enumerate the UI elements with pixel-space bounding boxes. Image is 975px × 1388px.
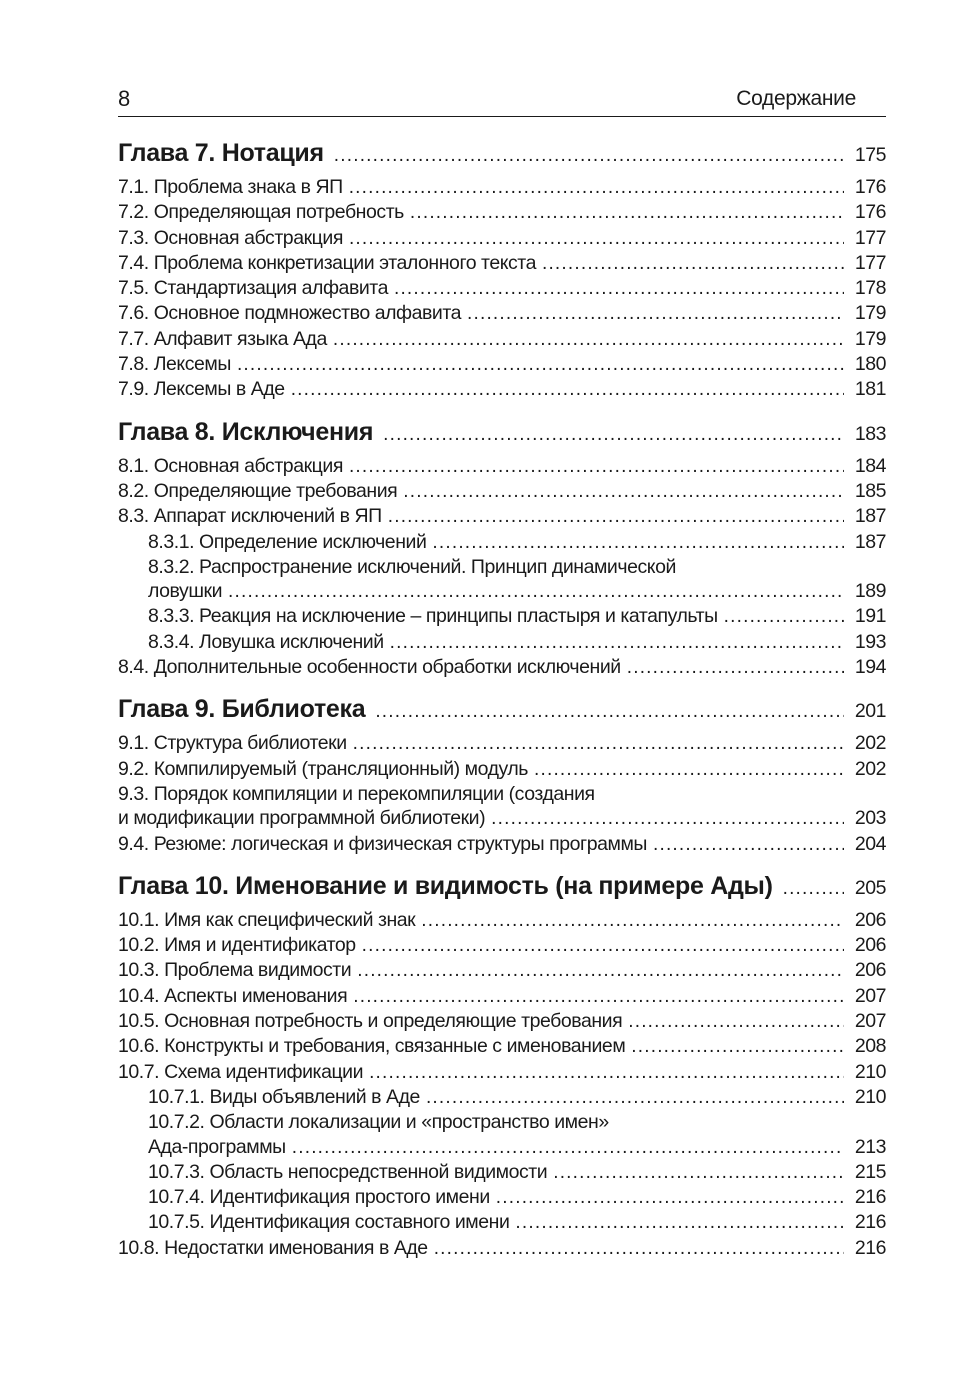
toc-entry[interactable]	[118, 301, 886, 326]
page-ref: 194	[854, 656, 886, 679]
page-ref: 179	[854, 302, 886, 325]
page-ref: 176	[854, 176, 886, 198]
toc-entry[interactable]	[118, 276, 886, 301]
page-ref: 215	[854, 1160, 886, 1183]
dot-leader	[349, 227, 844, 251]
page-ref: 207	[854, 1010, 886, 1033]
toc-entry[interactable]	[118, 832, 886, 857]
toc-entry[interactable]	[118, 908, 886, 933]
page-ref: 208	[854, 1035, 886, 1058]
toc-entry[interactable]	[118, 604, 886, 629]
toc-entry-continuation[interactable]	[118, 579, 886, 604]
dot-leader	[228, 580, 844, 604]
dot-leader	[349, 455, 844, 479]
page-ref: 181	[854, 378, 886, 401]
page-ref: 216	[854, 1186, 886, 1209]
page-ref: 216	[854, 1236, 886, 1259]
entry-list	[118, 454, 886, 681]
page-ref: 216	[854, 1211, 886, 1234]
toc-entry[interactable]	[118, 226, 886, 251]
toc-entry[interactable]	[118, 1210, 886, 1235]
entry-title: 7.6. Основное подмножество алфавита	[118, 302, 462, 325]
dot-leader	[362, 934, 844, 958]
entry-title: 10.7. Схема идентификации	[118, 1060, 364, 1083]
page-ref: 187	[854, 530, 886, 553]
page-ref: 201	[854, 700, 886, 723]
dot-leader	[496, 1186, 844, 1210]
entry-title: ловушки	[148, 580, 223, 603]
chapter-block	[118, 138, 886, 403]
entry-title: 8.3.2. Распространение исключений. Принцип динамической	[148, 555, 676, 578]
toc-entry[interactable]	[118, 504, 886, 529]
dot-leader	[467, 302, 844, 326]
page-ref: 206	[854, 908, 886, 931]
dot-leader	[515, 1211, 844, 1235]
toc-entry[interactable]	[118, 251, 886, 276]
dot-leader	[432, 531, 844, 555]
dot-leader	[237, 353, 844, 377]
toc-entry[interactable]	[118, 1085, 886, 1110]
page-ref: 185	[854, 479, 886, 502]
toc-entry-line[interactable]	[118, 782, 886, 806]
page-ref: 206	[854, 934, 886, 957]
entry-title: 10.2. Имя и идентификатор	[118, 934, 356, 957]
entry-title: 8.1. Основная абстракция	[118, 454, 343, 477]
chapter-block	[118, 694, 886, 856]
dot-leader	[553, 1161, 844, 1185]
dot-leader	[353, 985, 844, 1009]
chapter-heading[interactable]	[118, 871, 886, 904]
page-ref: 206	[854, 959, 886, 982]
toc-entry[interactable]	[118, 1185, 886, 1210]
entry-title: 10.7.4. Идентификация простого имени	[148, 1186, 490, 1209]
dot-leader	[534, 758, 844, 782]
entry-title: 7.2. Определяющая потребность	[118, 201, 404, 224]
entry-title: 8.3.3. Реакция на исключение – принципы пластыря и катапульты	[148, 605, 718, 628]
entry-title: 9.1. Структура библиотеки	[118, 732, 347, 755]
entry-title: 8.2. Определяющие требования	[118, 479, 398, 502]
entry-title: 10.8. Недостатки именования в Аде	[118, 1236, 428, 1259]
entry-title: 8.3.4. Ловушка исключений	[148, 630, 384, 653]
page-ref: 191	[854, 605, 886, 628]
dot-leader	[542, 252, 844, 276]
page-ref: 179	[854, 327, 886, 350]
dot-leader	[421, 909, 844, 933]
toc-entry[interactable]	[118, 175, 886, 200]
page-ref: 177	[854, 226, 886, 249]
entry-title: Глава 7. Нотация	[118, 139, 324, 167]
page-ref: 202	[854, 732, 886, 755]
chapter-heading[interactable]	[118, 694, 886, 727]
toc-entry[interactable]	[118, 327, 886, 352]
dot-leader	[631, 1035, 844, 1059]
page-ref: 207	[854, 984, 886, 1007]
dot-leader	[434, 1237, 844, 1261]
toc-entry[interactable]	[118, 655, 886, 680]
page-ref: 210	[854, 1085, 886, 1108]
dot-leader	[375, 697, 844, 727]
entry-title: 7.1. Проблема знака в ЯП	[118, 176, 343, 198]
toc-entry[interactable]	[118, 1060, 886, 1085]
entry-list	[118, 175, 886, 403]
page-ref: 176	[854, 201, 886, 224]
page-ref: 187	[854, 505, 886, 528]
entry-title: 10.7.2. Области локализации и «пространство имен»	[148, 1111, 609, 1134]
toc-entry[interactable]	[118, 1236, 886, 1261]
page-ref: 184	[854, 454, 886, 477]
entry-title: 8.3.1. Определение исключений	[148, 530, 427, 553]
dot-leader	[357, 959, 844, 983]
entry-title: 7.5. Стандартизация алфавита	[118, 277, 388, 300]
chapter-heading[interactable]	[118, 138, 886, 171]
dot-leader	[403, 480, 844, 504]
entry-title: 8.4. Дополнительные особенности обработки исключений	[118, 656, 621, 679]
dot-leader	[653, 833, 844, 857]
dot-leader	[724, 605, 844, 629]
dot-leader	[369, 1061, 844, 1085]
entry-title: 10.7.5. Идентификация составного имени	[148, 1211, 510, 1234]
entry-title: 10.7.1. Виды объявлений в Аде	[148, 1085, 420, 1108]
page-ref: 210	[854, 1060, 886, 1083]
dot-leader	[491, 807, 844, 831]
entry-title: 10.4. Аспекты именования	[118, 984, 348, 1007]
page-ref: 205	[854, 876, 886, 899]
toc-entry[interactable]	[118, 630, 886, 655]
entry-title: 7.3. Основная абстракция	[118, 226, 343, 249]
toc-entry-line[interactable]	[118, 1110, 886, 1134]
page-ref: 178	[854, 277, 886, 300]
toc-entry-continuation[interactable]	[118, 1135, 886, 1160]
toc-entry[interactable]	[118, 530, 886, 555]
entry-title: 7.9. Лексемы в Аде	[118, 378, 285, 401]
dot-leader	[783, 874, 844, 904]
entry-title: Глава 9. Библиотека	[118, 695, 366, 724]
entry-title: 10.3. Проблема видимости	[118, 959, 352, 982]
toc-entry[interactable]	[118, 352, 886, 377]
entry-title: 7.4. Проблема конкретизации эталонного текста	[118, 251, 536, 274]
toc-entry[interactable]	[118, 984, 886, 1009]
dot-leader	[353, 732, 844, 756]
dot-leader	[349, 176, 844, 200]
chapter-heading[interactable]	[118, 417, 886, 450]
dot-leader	[333, 328, 844, 352]
entry-title: и модификации программной библиотеки)	[118, 807, 486, 830]
chapter-block	[118, 871, 886, 1261]
entry-title: 10.7.3. Область непосредственной видимости	[148, 1160, 548, 1183]
toc-entry[interactable]	[118, 933, 886, 958]
page-ref: 193	[854, 630, 886, 653]
entry-title: 8.3. Аппарат исключений в ЯП	[118, 505, 382, 528]
chapter-block	[118, 417, 886, 681]
page-ref: 180	[854, 353, 886, 376]
entry-title: 9.3. Порядок компиляции и перекомпиляции (создания	[118, 782, 595, 805]
entry-title: Глава 10. Именование и видимость (на примере Ады)	[118, 871, 773, 900]
page-header	[118, 84, 886, 117]
toc-entry[interactable]	[118, 757, 886, 782]
toc-entry-continuation[interactable]	[118, 806, 886, 831]
entry-title: Глава 8. Исключения	[118, 417, 374, 446]
toc-entry[interactable]	[118, 479, 886, 504]
entry-title: 7.8. Лексемы	[118, 353, 231, 376]
page-ref: 177	[854, 251, 886, 274]
dot-leader	[394, 277, 844, 301]
entry-title: 10.5. Основная потребность и определяющие требования	[118, 1010, 623, 1033]
toc-entry[interactable]	[118, 1009, 886, 1034]
toc-entry[interactable]	[118, 731, 886, 756]
running-title: Содержание	[736, 87, 856, 110]
page-ref: 175	[854, 144, 886, 166]
dot-leader	[383, 420, 844, 450]
entry-list	[118, 908, 886, 1261]
dot-leader	[627, 656, 844, 680]
toc-entry[interactable]	[118, 958, 886, 983]
page-ref: 204	[854, 832, 886, 855]
toc-entry[interactable]	[118, 377, 886, 402]
entry-title: 7.7. Алфавит языка Ада	[118, 327, 327, 350]
dot-leader	[628, 1010, 844, 1034]
dot-leader	[388, 505, 844, 529]
page-ref: 203	[854, 807, 886, 830]
entry-title: 10.6. Конструкты и требования, связанные с именованием	[118, 1035, 626, 1058]
dot-leader	[334, 141, 844, 171]
page-number: 8	[118, 86, 130, 111]
toc-entry[interactable]	[118, 1160, 886, 1185]
dot-leader	[390, 631, 844, 655]
toc-entry[interactable]	[118, 454, 886, 479]
toc-entry[interactable]	[118, 200, 886, 225]
page-ref: 213	[854, 1135, 886, 1158]
page-ref: 183	[854, 422, 886, 445]
dot-leader	[410, 201, 844, 225]
dot-leader	[291, 378, 844, 402]
dot-leader	[426, 1086, 844, 1110]
page-ref: 189	[854, 580, 886, 603]
toc-entry[interactable]	[118, 1034, 886, 1059]
toc-entry-line[interactable]	[118, 555, 886, 579]
entry-title: 10.1. Имя как специфический знак	[118, 908, 416, 931]
entry-title: Ада-программы	[148, 1135, 286, 1158]
dot-leader	[292, 1136, 844, 1160]
page-ref: 202	[854, 757, 886, 780]
entry-title: 9.2. Компилируемый (трансляционный) модуль	[118, 757, 529, 780]
table-of-contents	[118, 138, 886, 1270]
entry-title: 9.4. Резюме: логическая и физическая структуры программы	[118, 832, 647, 855]
entry-list	[118, 731, 886, 856]
